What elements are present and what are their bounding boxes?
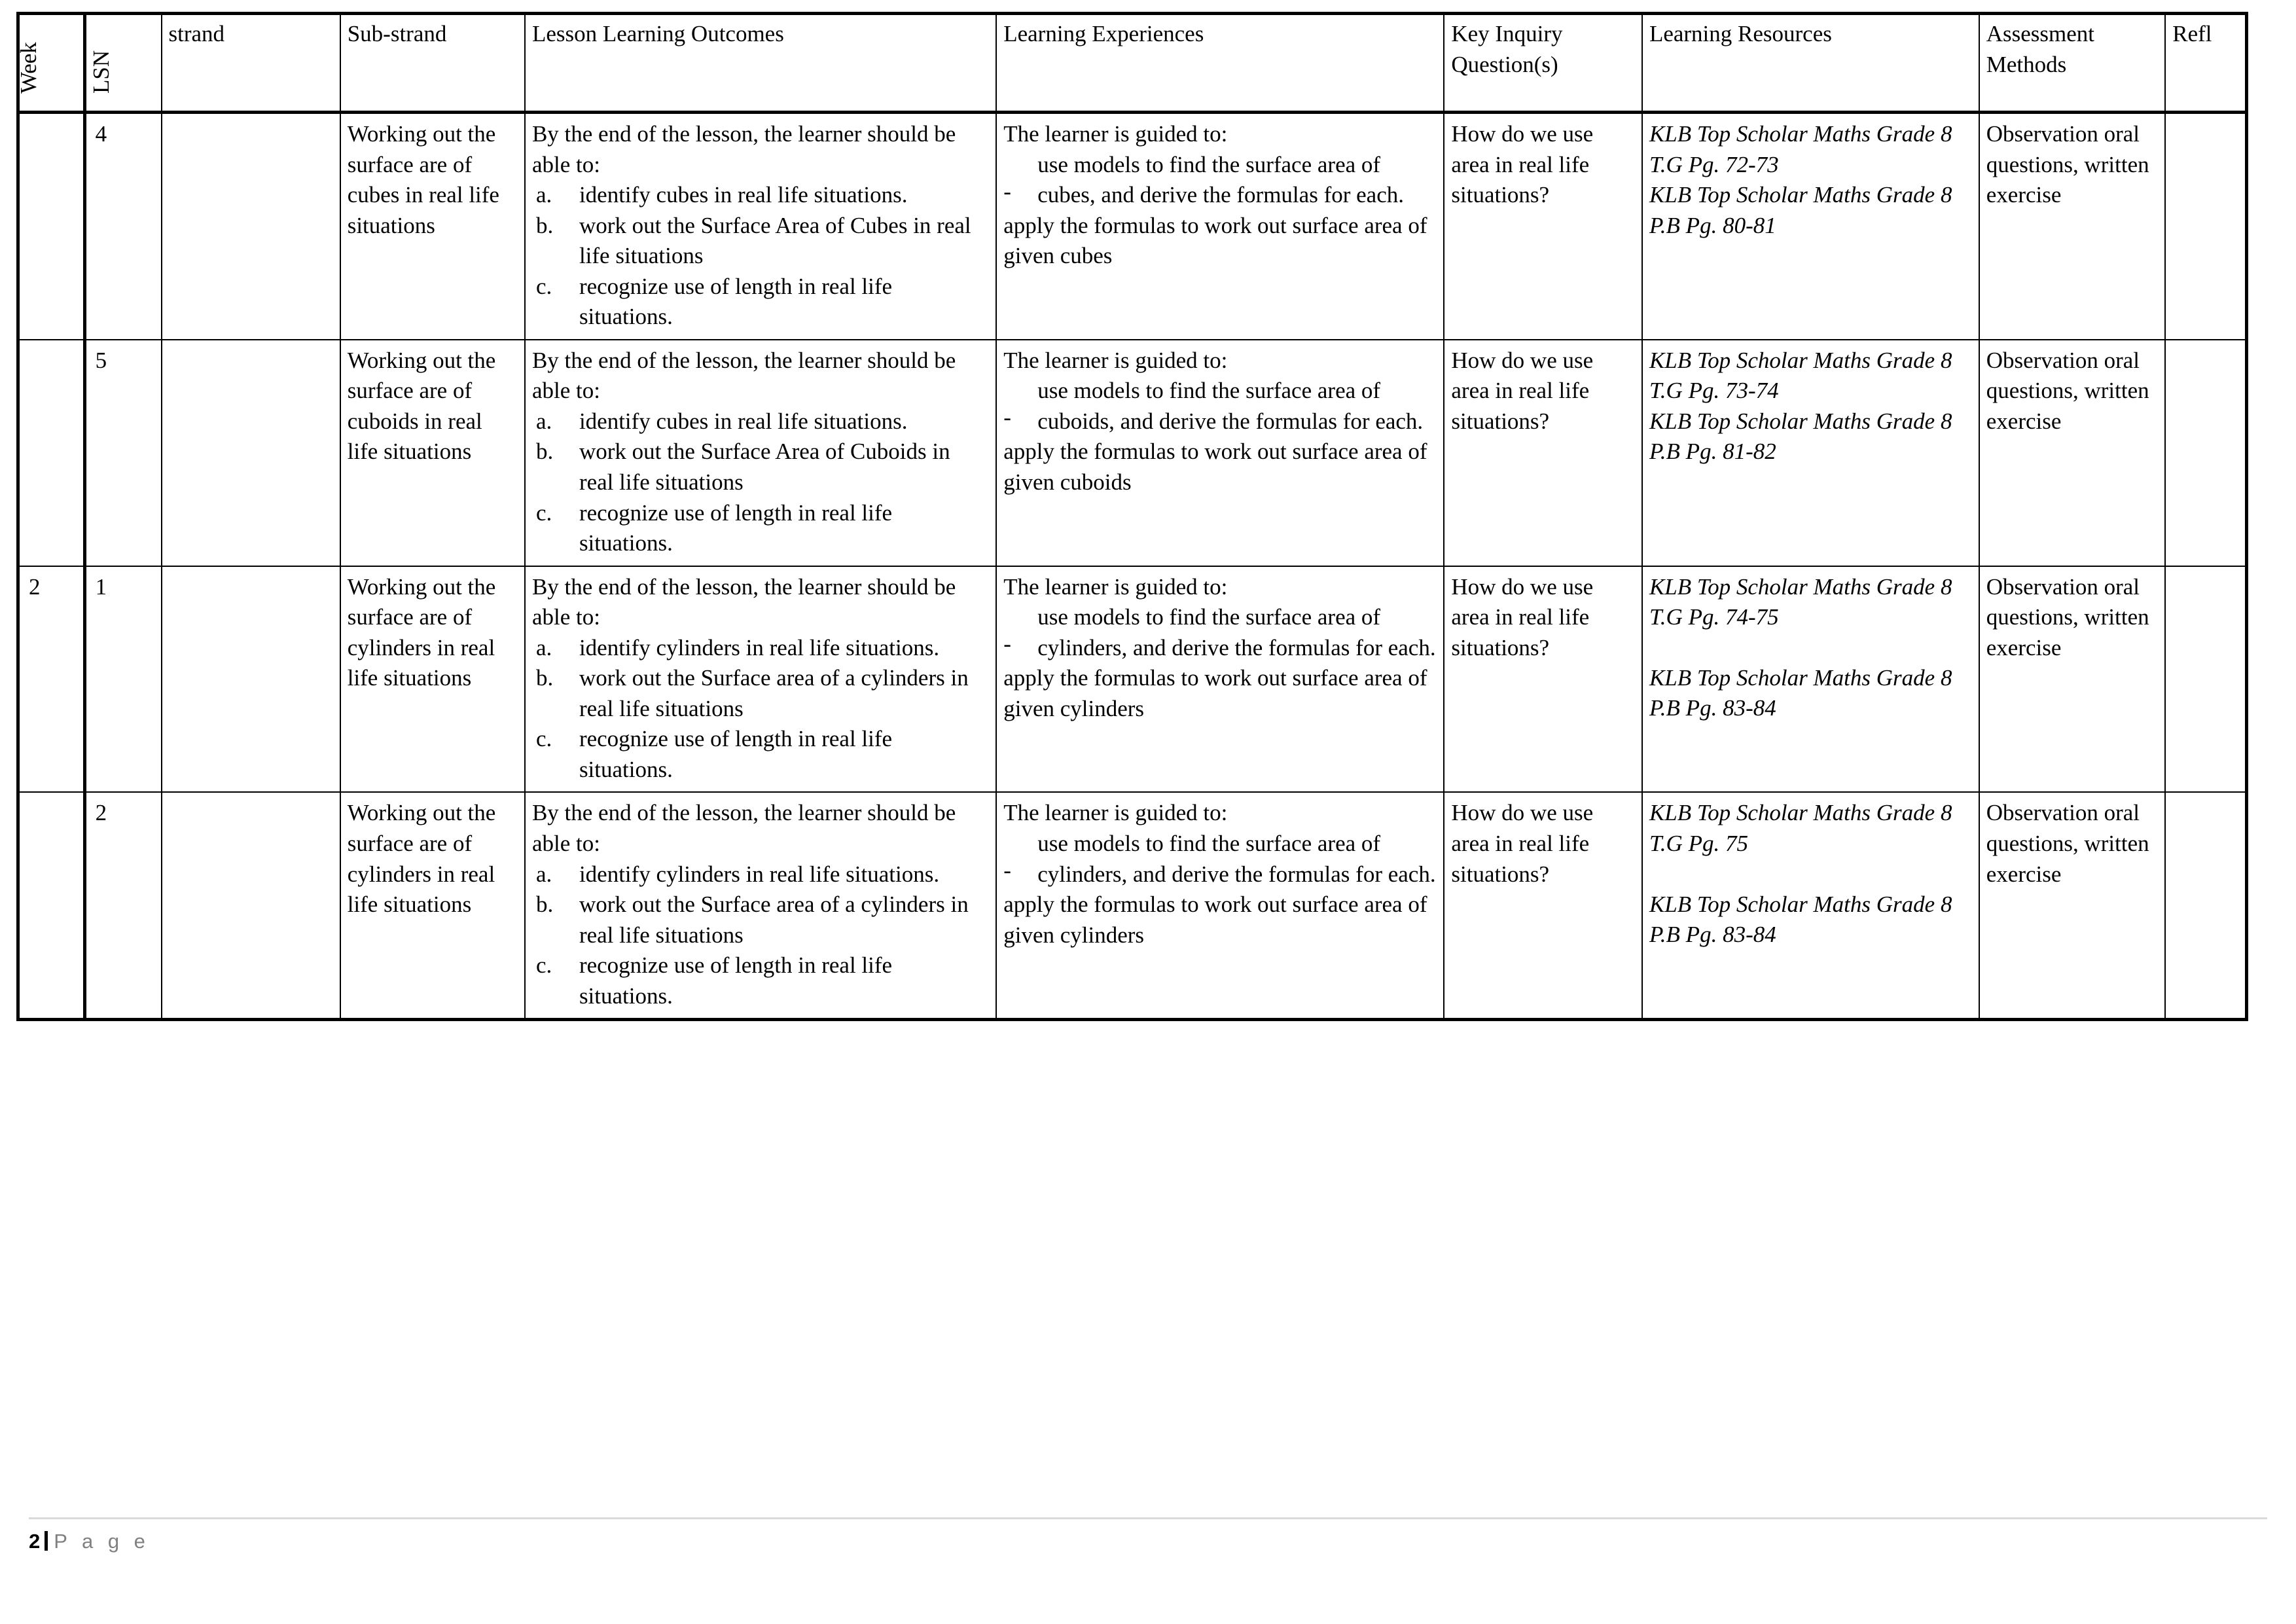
column-header-week-label: Week: [16, 42, 42, 94]
cell-key-inquiry-question: [1444, 792, 1642, 1019]
cell-lesson-learning-outcomes: [525, 113, 996, 340]
lex-intro: The learner is guided to:: [1003, 573, 1228, 600]
column-header-lsn-label: LSN: [88, 50, 114, 94]
footer-separator-bar: [45, 1531, 48, 1551]
llo-item-text: work out the Surface Area of Cubes in real life situations: [579, 212, 971, 269]
learning-resource-line: KLB Top Scholar Maths Grade 8 T.G Pg. 74-75: [1649, 573, 1952, 630]
table-row: [18, 792, 2247, 1019]
llo-list-item: [532, 180, 989, 211]
lex-intro: The learner is guided to:: [1003, 800, 1228, 826]
column-header-learning-resources: Learning Resources: [1642, 14, 1979, 113]
lex-bullet-row: [1003, 376, 1437, 437]
learning-resource-line: KLB Top Scholar Maths Grade 8 T.G Pg. 73-74: [1649, 347, 1952, 404]
cell-strand: [162, 340, 340, 566]
cell-lsn: [84, 566, 161, 793]
llo-intro: By the end of the lesson, the learner should be able to:: [531, 347, 956, 404]
cell-learning-resources: [1642, 792, 1979, 1019]
dash-bullet-icon: -: [1003, 631, 1011, 657]
footer-page-word: P a g e: [54, 1530, 150, 1553]
cell-reflection: [2165, 792, 2246, 1019]
cell-lsn: [84, 792, 161, 1019]
scheme-of-work-table: [16, 12, 2248, 1021]
llo-list-item: [532, 859, 989, 890]
llo-list-item: [532, 211, 989, 272]
llo-item-marker: c.: [535, 726, 552, 752]
llo-item-marker: b.: [535, 212, 554, 238]
cell-week: [18, 566, 85, 793]
llo-item-text: recognize use of length in real life situations.: [579, 499, 893, 556]
sub-strand-value: Working out the surface are of cuboids in real life situations: [347, 347, 496, 465]
cell-learning-experiences: [996, 340, 1444, 566]
cell-sub-strand: [340, 566, 525, 793]
llo-item-marker: c.: [535, 273, 552, 299]
llo-item-text: recognize use of length in real life situations.: [579, 726, 893, 782]
llo-item-text: work out the Surface area of a cylinders in real life situations: [579, 892, 969, 948]
learning-resource-line: KLB Top Scholar Maths Grade 8 P.B Pg. 83-84: [1649, 664, 1952, 721]
column-header-key-inquiry-questions: Key Inquiry Question(s): [1444, 14, 1642, 113]
cell-lesson-learning-outcomes: [525, 792, 996, 1019]
dash-bullet-icon: -: [1003, 405, 1011, 431]
llo-item-marker: c.: [535, 952, 552, 979]
llo-list: [532, 633, 989, 785]
cell-assessment-methods: [1979, 340, 2166, 566]
llo-item-text: recognize use of length in real life situations.: [579, 952, 893, 1009]
key-inquiry-text: How do we use area in real life situations?: [1451, 800, 1594, 887]
cell-week: [18, 340, 85, 566]
column-header-lesson-learning-outcomes: Lesson Learning Outcomes: [525, 14, 996, 113]
lex-bullet-text: use models to find the surface area of cylinders, and derive the formulas for each.: [1037, 604, 1436, 660]
llo-list-item: [532, 272, 989, 333]
assessment-methods-text: Observation oral questions, written exercise: [1986, 121, 2149, 208]
llo-list-item: [532, 663, 989, 724]
dash-bullet-icon: -: [1003, 857, 1011, 884]
cell-reflection: [2165, 340, 2246, 566]
table-body: [18, 113, 2247, 1020]
cell-strand: [162, 792, 340, 1019]
cell-lsn: [84, 340, 161, 566]
llo-item-marker: b.: [535, 665, 554, 691]
cell-sub-strand: [340, 113, 525, 340]
lex-tail-text: apply the formulas to work out surface area of given cylinders: [1003, 665, 1427, 721]
llo-item-marker: b.: [535, 439, 554, 465]
lex-tail-text: apply the formulas to work out surface area of given cubes: [1003, 212, 1427, 269]
column-header-assessment-methods: Assessment Methods: [1979, 14, 2166, 113]
column-header-learning-experiences: Learning Experiences: [996, 14, 1444, 113]
column-header-lsn: [84, 14, 161, 113]
llo-item-marker: a.: [535, 861, 552, 887]
llo-list: [532, 859, 989, 1012]
dash-bullet-icon: -: [1003, 178, 1011, 204]
learning-resource-line: KLB Top Scholar Maths Grade 8 P.B Pg. 83-84: [1649, 891, 1952, 948]
cell-assessment-methods: [1979, 113, 2166, 340]
page-footer: [29, 1517, 2267, 1551]
cell-key-inquiry-question: [1444, 340, 1642, 566]
cell-learning-experiences: [996, 566, 1444, 793]
assessment-methods-text: Observation oral questions, written exercise: [1986, 573, 2149, 660]
llo-list-item: [532, 724, 989, 785]
llo-list-item: [532, 950, 989, 1011]
llo-item-text: work out the Surface Area of Cuboids in real life situations: [579, 439, 950, 496]
llo-list: [532, 406, 989, 559]
cell-reflection: [2165, 566, 2246, 793]
cell-week: [18, 792, 85, 1019]
cell-learning-experiences: [996, 113, 1444, 340]
column-header-week: [18, 14, 85, 113]
lex-bullet-row: [1003, 602, 1437, 663]
sub-strand-value: Working out the surface are of cylinders in real life situations: [347, 573, 496, 691]
llo-list: [532, 180, 989, 333]
learning-resource-line: KLB Top Scholar Maths Grade 8 T.G Pg. 75: [1649, 800, 1952, 857]
table-row: [18, 566, 2247, 793]
lsn-value: 4: [95, 121, 107, 147]
llo-item-text: identify cylinders in real life situations.: [579, 634, 940, 660]
column-header-reflection: Refl: [2165, 14, 2246, 113]
cell-week: [18, 113, 85, 340]
key-inquiry-text: How do we use area in real life situations?: [1451, 573, 1594, 660]
cell-lsn: [84, 113, 161, 340]
cell-key-inquiry-question: [1444, 113, 1642, 340]
table-row: [18, 340, 2247, 566]
llo-item-marker: a.: [535, 408, 552, 434]
lex-bullet-row: [1003, 150, 1437, 211]
table-header-row: [18, 14, 2247, 113]
lex-intro: The learner is guided to:: [1003, 347, 1228, 373]
cell-strand: [162, 566, 340, 793]
llo-item-marker: b.: [535, 892, 554, 918]
cell-learning-resources: [1642, 340, 1979, 566]
llo-intro: By the end of the lesson, the learner should be able to:: [531, 121, 956, 177]
table-row: [18, 113, 2247, 340]
cell-learning-resources: [1642, 566, 1979, 793]
lex-bullet-text: use models to find the surface area of cylinders, and derive the formulas for each.: [1037, 831, 1436, 887]
assessment-methods-text: Observation oral questions, written exercise: [1986, 347, 2149, 434]
cell-reflection: [2165, 113, 2246, 340]
llo-intro: By the end of the lesson, the learner should be able to:: [531, 573, 956, 630]
llo-item-text: work out the Surface area of a cylinders in real life situations: [579, 665, 969, 721]
llo-item-text: identify cubes in real life situations.: [579, 182, 908, 208]
cell-sub-strand: [340, 340, 525, 566]
cell-sub-strand: [340, 792, 525, 1019]
llo-list-item: [532, 890, 989, 950]
llo-list-item: [532, 437, 989, 497]
learning-resource-spacer: [1649, 859, 1972, 890]
llo-item-text: identify cubes in real life situations.: [579, 408, 908, 434]
footer-page-label: [29, 1531, 2267, 1551]
learning-resource-line: KLB Top Scholar Maths Grade 8 P.B Pg. 80-81: [1649, 182, 1952, 238]
footer-divider: [29, 1517, 2267, 1519]
llo-item-marker: c.: [535, 499, 552, 526]
lex-bullet-text: use models to find the surface area of cuboids, and derive the formulas for each.: [1037, 378, 1424, 434]
lsn-value: 1: [95, 573, 107, 600]
key-inquiry-text: How do we use area in real life situations?: [1451, 347, 1594, 434]
llo-item-text: recognize use of length in real life situations.: [579, 273, 893, 330]
llo-item-marker: a.: [535, 182, 552, 208]
cell-learning-experiences: [996, 792, 1444, 1019]
learning-resource-line: KLB Top Scholar Maths Grade 8 P.B Pg. 81-82: [1649, 408, 1952, 465]
lex-tail-text: apply the formulas to work out surface area of given cuboids: [1003, 439, 1427, 496]
llo-list-item: [532, 406, 989, 437]
cell-assessment-methods: [1979, 792, 2166, 1019]
lex-tail-text: apply the formulas to work out surface area of given cylinders: [1003, 892, 1427, 948]
lex-bullet-text: use models to find the surface area of cubes, and derive the formulas for each.: [1037, 151, 1404, 208]
llo-item-text: identify cylinders in real life situations.: [579, 861, 940, 887]
llo-list-item: [532, 633, 989, 664]
cell-lesson-learning-outcomes: [525, 566, 996, 793]
column-header-sub-strand: Sub-strand: [340, 14, 525, 113]
cell-assessment-methods: [1979, 566, 2166, 793]
cell-key-inquiry-question: [1444, 566, 1642, 793]
sub-strand-value: Working out the surface are of cubes in real life situations: [347, 121, 499, 238]
llo-list-item: [532, 498, 989, 559]
cell-learning-resources: [1642, 113, 1979, 340]
learning-resource-line: KLB Top Scholar Maths Grade 8 T.G Pg. 72-73: [1649, 121, 1952, 177]
key-inquiry-text: How do we use area in real life situations?: [1451, 121, 1594, 208]
lsn-value: 2: [95, 800, 107, 826]
cell-lesson-learning-outcomes: [525, 340, 996, 566]
footer-page-number: 2: [29, 1530, 41, 1553]
column-header-strand: strand: [162, 14, 340, 113]
lex-bullet-row: [1003, 829, 1437, 890]
lex-intro: The learner is guided to:: [1003, 121, 1228, 147]
sub-strand-value: Working out the surface are of cylinders in real life situations: [347, 800, 496, 918]
cell-strand: [162, 113, 340, 340]
lsn-value: 5: [95, 347, 107, 373]
llo-item-marker: a.: [535, 634, 552, 660]
assessment-methods-text: Observation oral questions, written exercise: [1986, 800, 2149, 887]
learning-resource-spacer: [1649, 633, 1972, 663]
llo-intro: By the end of the lesson, the learner should be able to:: [531, 800, 956, 857]
week-value: 2: [29, 573, 41, 600]
